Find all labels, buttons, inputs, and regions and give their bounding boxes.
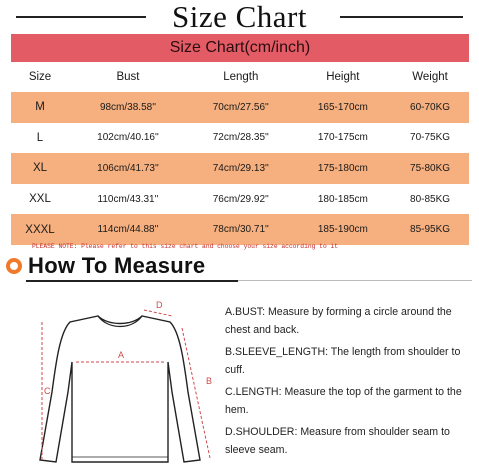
table-cell: 170-175cm (317, 132, 368, 144)
table-cell: 60-70KG (391, 92, 469, 123)
table-cell: 110cm/43.31'' (97, 193, 159, 205)
table-cell: XL (11, 153, 69, 184)
table-cell: 165-170cm (295, 92, 391, 123)
table-cell: 185-190cm (295, 214, 391, 245)
heading-divider (238, 280, 472, 281)
label-b: B (206, 376, 213, 386)
size-chart-header (0, 0, 479, 34)
label-c: C (44, 386, 51, 396)
measure-item-sleeve: B.SLEEVE_LENGTH: The length from shoulder to cuff. (225, 346, 461, 376)
measure-instructions (225, 304, 475, 464)
table-cell: 72cm/28.35'' (212, 132, 269, 144)
heading-underline (26, 280, 238, 282)
table-cell: 98cm/38.58'' (69, 92, 187, 123)
size-note: PLEASE NOTE: Please refer to this size chart and choose your size according to it (32, 243, 339, 250)
table-cell: 70cm/27.56'' (187, 92, 295, 123)
table-cell: 78cm/30.71'' (187, 214, 295, 245)
column-header: Length (223, 71, 259, 83)
shirt-outline (40, 316, 200, 462)
table-row (11, 184, 469, 215)
label-d: D (156, 300, 163, 310)
table-row (11, 92, 469, 123)
table-cell: 75-80KG (391, 153, 469, 184)
table-cell: M (11, 92, 69, 123)
table-row (11, 153, 469, 184)
measure-item-shoulder: D.SHOULDER: Measure from shoulder seam to sleeve seam. (225, 426, 450, 456)
column-header: Size (28, 71, 52, 83)
column-header: Weight (412, 71, 448, 83)
size-table (11, 62, 469, 245)
how-to-measure-title: How To Measure (28, 253, 206, 278)
table-cell: 106cm/41.73'' (69, 153, 187, 184)
measure-item-length: C.LENGTH: Measure the top of the garment to the hem. (225, 386, 462, 416)
table-cell: 74cm/29.13'' (187, 153, 295, 184)
measure-item-bust: A.BUST: Measure by forming a circle around the chest and back. (225, 306, 452, 336)
table-row (11, 123, 469, 154)
table-cell: 85-95KG (391, 214, 469, 245)
table-cell: 102cm/40.16'' (97, 132, 159, 144)
table-row (11, 214, 469, 245)
table-cell: L (36, 131, 44, 144)
bullet-circle-icon (6, 258, 22, 274)
table-cell: 70-75KG (410, 132, 451, 144)
table-header-row (11, 62, 469, 92)
page-title: Size Chart (172, 0, 307, 34)
shoulder-measure-line (144, 310, 172, 316)
table-cell: XXXL (11, 214, 69, 245)
column-header: Bust (116, 71, 140, 83)
column-header: Height (326, 71, 360, 83)
table-cell: 175-180cm (295, 153, 391, 184)
label-a: A (117, 350, 125, 360)
table-cell: 114cm/44.88'' (69, 214, 187, 245)
subtitle-bar: Size Chart(cm/inch) (11, 34, 469, 62)
table-cell: 76cm/29.92'' (212, 193, 269, 205)
table-cell: 180-185cm (317, 193, 368, 205)
table-cell: 80-85KG (410, 193, 451, 205)
shirt-diagram (20, 292, 220, 470)
table-cell: XXL (29, 193, 51, 206)
how-to-measure-header (0, 252, 479, 284)
